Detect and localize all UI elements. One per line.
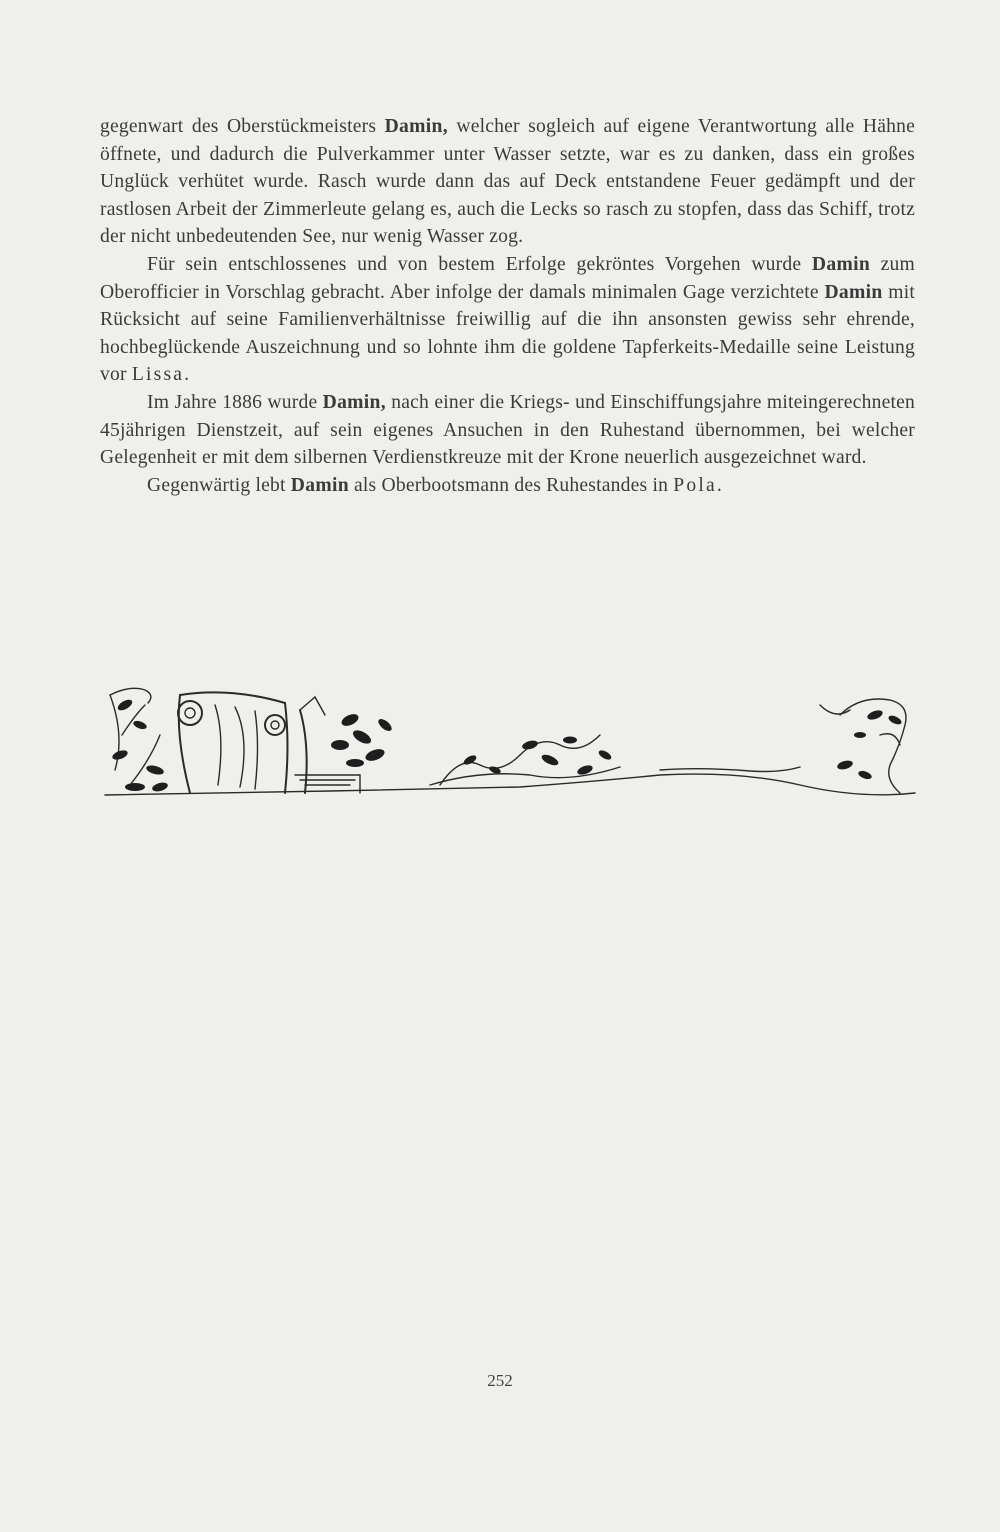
paragraph [100,113,915,251]
text-run: Gegenwärtig lebt [147,474,291,496]
person-name: Damin [824,281,883,303]
person-name: Damin, [384,116,448,137]
text-run: gegenwart des Oberstückmeisters [100,116,385,137]
paragraph [100,472,915,500]
text-run: nach einer die Kriegs- und Einschiffungsjahre miteingerechneten 45jährigen Dienstzeit, auf sein eigenes Ansuchen in den Ruhestand übernommen, bei welcher Gelegenheit er mit dem silbernen Verdienstkreuze mit der Krone neuerlich ausgezeichnet ward. [100,391,915,469]
paragraph [100,389,915,472]
person-name: Damin [811,253,871,275]
floral-vignette-icon [100,675,920,810]
person-name: Damin [290,474,349,496]
text-run: zum Oberofficier in Vorschlag gebracht. Aber infolge der damals minimalen Gage verzichtete [100,253,915,303]
page-number: 252 [487,1371,513,1390]
body-text [100,113,915,499]
text-run: mit Rücksicht auf seine Familienverhältnisse freiwillig auf die ihn ansonsten gewiss sehr ehrende, hochbeglückende Auszeichnung und so lohnte ihm die goldene Tapferkeits-Medaille seine Leistung vor [100,281,915,386]
spaced-word: Lissa. [131,364,192,386]
spaced-word: Pola. [673,474,724,496]
text-run: Im Jahre 1886 wurde [147,391,323,413]
text-run: welcher sogleich auf eigene Verantwortung alle Hähne öffnete, und dadurch die Pulverkammer unter Wasser setzte, war es zu danken, dass ein großes Unglück verhütet wurde. Rasch wurde dann das auf Deck entstandene Feuer gedämpft und der rastlosen Arbeit der Zimmerleute gelang es, auch die Lecks so rasch zu stopfen, dass das Schiff, trotz der nicht unbedeutenden See, nur wenig Wasser zog. [100,116,916,248]
person-name: Damin, [322,391,386,413]
text-run: Für sein entschlossenes und von bestem Erfolge gekröntes Vorgehen wurde [147,253,812,275]
paragraph [100,251,915,389]
text-run: als Oberbootsmann des Ruhestandes in [348,474,674,496]
